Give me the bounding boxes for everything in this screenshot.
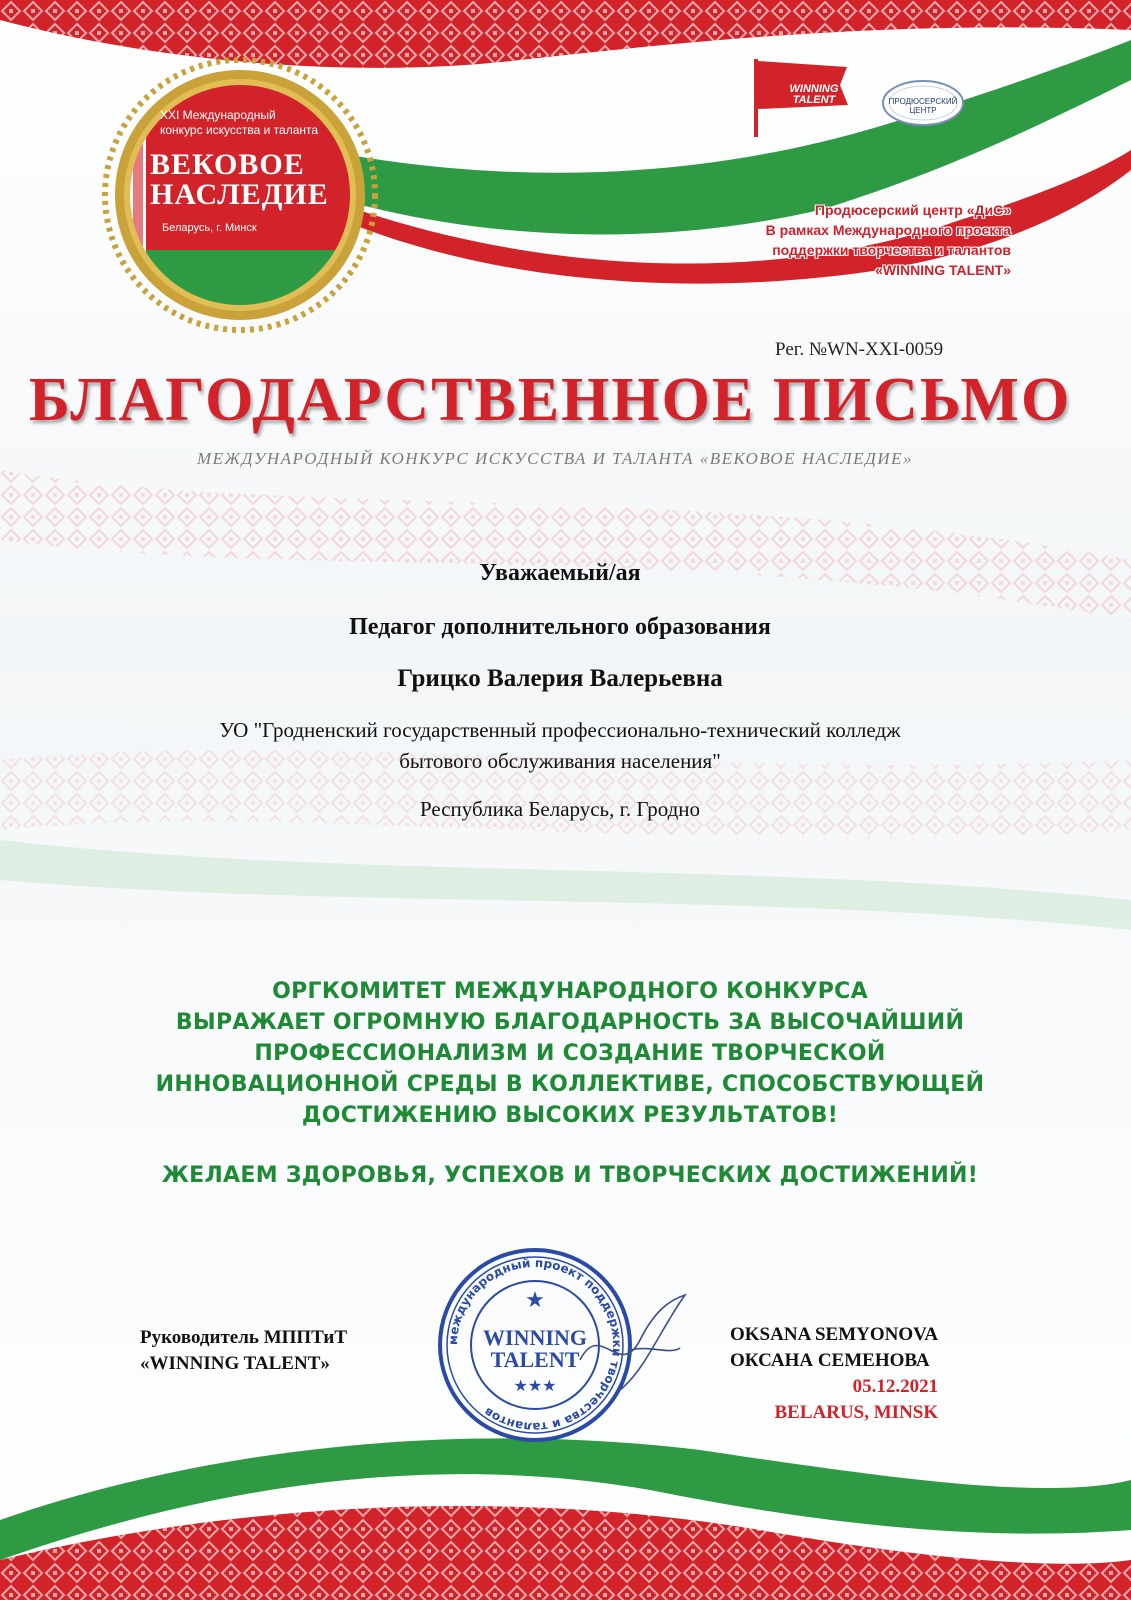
producer-center-logo-text: ПРОДЮСЕРСКИЙ ЦЕНТР: [888, 97, 958, 115]
recipient-name: Грицко Валерия Валерьевна: [397, 665, 723, 692]
recipient-greeting: Уважаемый/ая: [479, 560, 641, 586]
producer-line: поддержки творчества и талантов: [772, 242, 1011, 258]
stamp-star-icon: ★: [525, 1287, 545, 1312]
signature-left-line1: Руководитель МППТиТ: [140, 1327, 348, 1348]
signatory-name-en: OKSANA SEMYONOVA: [730, 1324, 939, 1345]
stamp-stars: ★★★: [513, 1378, 557, 1395]
recipient-org-line2: бытового обслуживания населения": [399, 749, 721, 773]
recipient-org-line1: УО "Гродненский государственный профессионально-технический колледж: [219, 718, 901, 742]
document-subtitle: МЕЖДУНАРОДНЫЙ КОНКУРС ИСКУССТВА И ТАЛАНТА «ВЕКОВОЕ НАСЛЕДИЕ»: [197, 449, 913, 468]
signature-right: [730, 1322, 938, 1426]
producer-line: «WINNING TALENT»: [875, 262, 1011, 278]
document-title: БЛАГОДАРСТВЕННОЕ ПИСЬМО: [28, 366, 1072, 434]
producer-line: Продюсерский центр «ДиС»: [814, 202, 1011, 218]
emblem-line2: конкурс искусства и таланта: [160, 123, 319, 137]
wish-message: ЖЕЛАЕМ ЗДОРОВЬЯ, УСПЕХОВ И ТВОРЧЕСКИХ ДОСТИЖЕНИЙ!: [161, 1163, 979, 1188]
winning-talent-logo-text: WINNING TALENT: [789, 83, 839, 106]
stamp-center-line1: WINNING: [483, 1325, 587, 1350]
emblem-title2: НАСЛЕДИЕ: [150, 178, 329, 211]
producer-line: В рамках Международного проекта: [765, 222, 1011, 238]
emblem-title: [150, 150, 370, 210]
emblem-line1: XXI Международный: [160, 108, 276, 122]
recipient-place: Республика Беларусь, г. Гродно: [419, 797, 701, 821]
stamp-ring-text: международный проект поддержки творчества и талантов: [445, 1255, 625, 1435]
gratitude-message: [60, 976, 1080, 1131]
signature-left-line2: «WINNING TALENT»: [140, 1353, 330, 1374]
signatory-name-ru: ОКСАНА СЕМЕНОВА: [730, 1350, 930, 1371]
message-line: ДОСТИЖЕНИЮ ВЫСОКИХ РЕЗУЛЬТАТОВ!: [301, 1103, 839, 1128]
stamp-center-line2: TALENT: [490, 1347, 580, 1372]
message-line: ВЫРАЖАЕТ ОГРОМНУЮ БЛАГОДАРНОСТЬ ЗА ВЫСОЧАЙШИЙ: [175, 1010, 965, 1035]
message-line: ИННОВАЦИОННОЙ СРЕДЫ В КОЛЛЕКТИВЕ, СПОСОБСТВУЮЩЕЙ: [155, 1072, 985, 1097]
issue-place: BELARUS, MINSK: [774, 1402, 939, 1423]
registration-number: Рег. №WN-XXI-0059: [775, 339, 944, 360]
producer-info: [766, 200, 1011, 280]
emblem-title1: ВЕКОВОЕ: [150, 148, 305, 181]
message-line: ПРОФЕССИОНАЛИЗМ И СОЗДАНИЕ ТВОРЧЕСКОЙ: [254, 1041, 886, 1066]
emblem-place: Беларусь, г. Минск: [162, 222, 257, 234]
issue-date: 05.12.2021: [852, 1376, 939, 1397]
recipient-organization: [60, 715, 1060, 777]
emblem-subtitle: [160, 108, 360, 138]
recipient-role: Педагог дополнительного образования: [349, 614, 771, 640]
message-line: ОРГКОМИТЕТ МЕЖДУНАРОДНОГО КОНКУРСА: [272, 979, 868, 1004]
handwritten-signature: [560, 1290, 700, 1400]
signature-left: [140, 1325, 347, 1377]
